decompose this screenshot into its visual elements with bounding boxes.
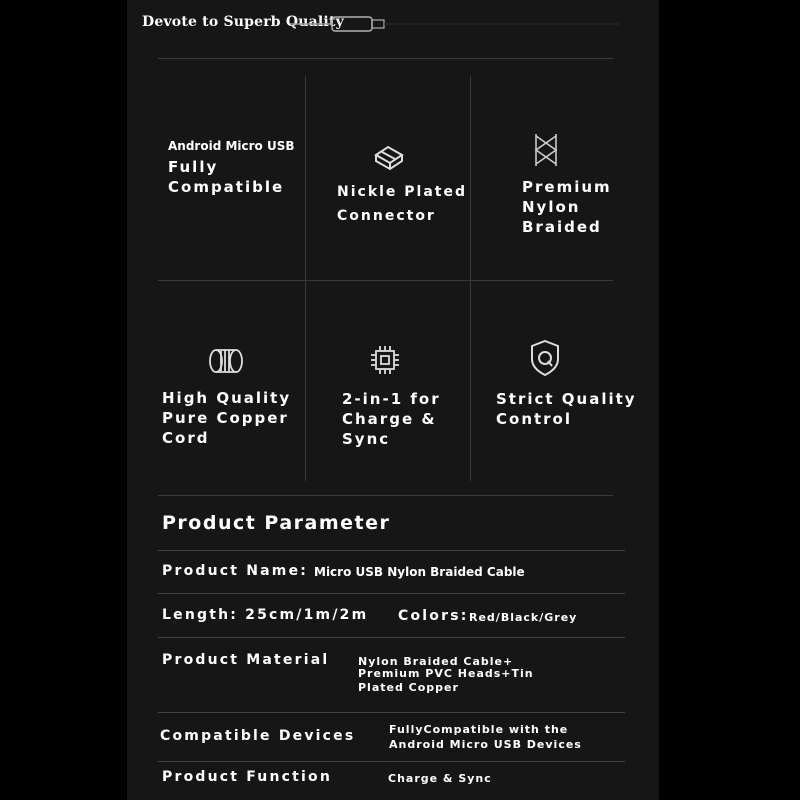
feature-line: Nylon	[522, 198, 581, 216]
grid-divider-left	[305, 76, 306, 481]
braid-icon	[533, 132, 559, 168]
feature-line: Control	[496, 410, 573, 428]
product-name-label: Product Name:	[162, 563, 309, 579]
colors-label: Colors:	[398, 608, 469, 624]
copper-coil-icon	[207, 347, 245, 375]
material-label: Product Material	[162, 652, 330, 668]
feature-copper	[162, 388, 291, 448]
grid-divider-right	[470, 76, 471, 481]
devices-label: Compatible Devices	[160, 728, 356, 744]
feature-line: High Quality	[162, 389, 292, 407]
feature-sync	[342, 389, 441, 449]
feature-line: Charge &	[342, 410, 437, 428]
feature-line: Strict Quality	[496, 390, 637, 408]
connector-icon	[372, 143, 406, 171]
param-divider	[158, 637, 625, 638]
param-divider	[158, 593, 625, 594]
shield-q-icon	[529, 339, 561, 377]
product-name-value: Micro USB Nylon Braided Cable	[314, 565, 525, 579]
feature-connector	[337, 180, 467, 228]
colors-value: Red/Black/Grey	[469, 611, 578, 624]
param-divider	[158, 712, 625, 713]
chip-icon	[369, 344, 401, 376]
feature-line: Pure Copper	[162, 409, 289, 427]
length-label: Length: 25cm/1m/2m	[162, 607, 369, 623]
material-line: Plated Copper	[358, 681, 459, 694]
parameters-title: Product Parameter	[162, 512, 391, 534]
function-value: Charge & Sync	[388, 772, 492, 785]
cable-graphic	[290, 13, 620, 35]
feature-line: Compatible	[168, 178, 285, 196]
feature-line: Fully	[168, 158, 219, 176]
grid-line-bottom	[158, 495, 613, 496]
feature-line: Braided	[522, 218, 602, 236]
grid-line-top	[158, 58, 613, 59]
param-divider	[158, 761, 625, 762]
param-divider	[158, 550, 625, 551]
feature-line: Nickle Plated	[337, 184, 468, 200]
material-line: Premium PVC Heads+Tin	[358, 667, 534, 680]
feature-line: Premium	[522, 178, 612, 196]
tagline: Devote to Superb Quality	[142, 14, 344, 30]
material-line: Nylon Braided Cable+	[358, 655, 514, 668]
feature-line: Android Micro USB	[168, 139, 295, 153]
function-label: Product Function	[162, 769, 333, 785]
feature-compatible	[168, 136, 295, 197]
devices-line: FullyCompatible with the	[389, 723, 569, 736]
feature-quality	[496, 389, 637, 429]
feature-line: 2-in-1 for	[342, 390, 441, 408]
feature-line: Connector	[337, 208, 436, 224]
feature-line: Sync	[342, 430, 391, 448]
devices-line: Android Micro USB Devices	[389, 738, 582, 751]
feature-line: Cord	[162, 429, 210, 447]
grid-line-middle	[158, 280, 613, 281]
feature-braided	[522, 177, 612, 237]
